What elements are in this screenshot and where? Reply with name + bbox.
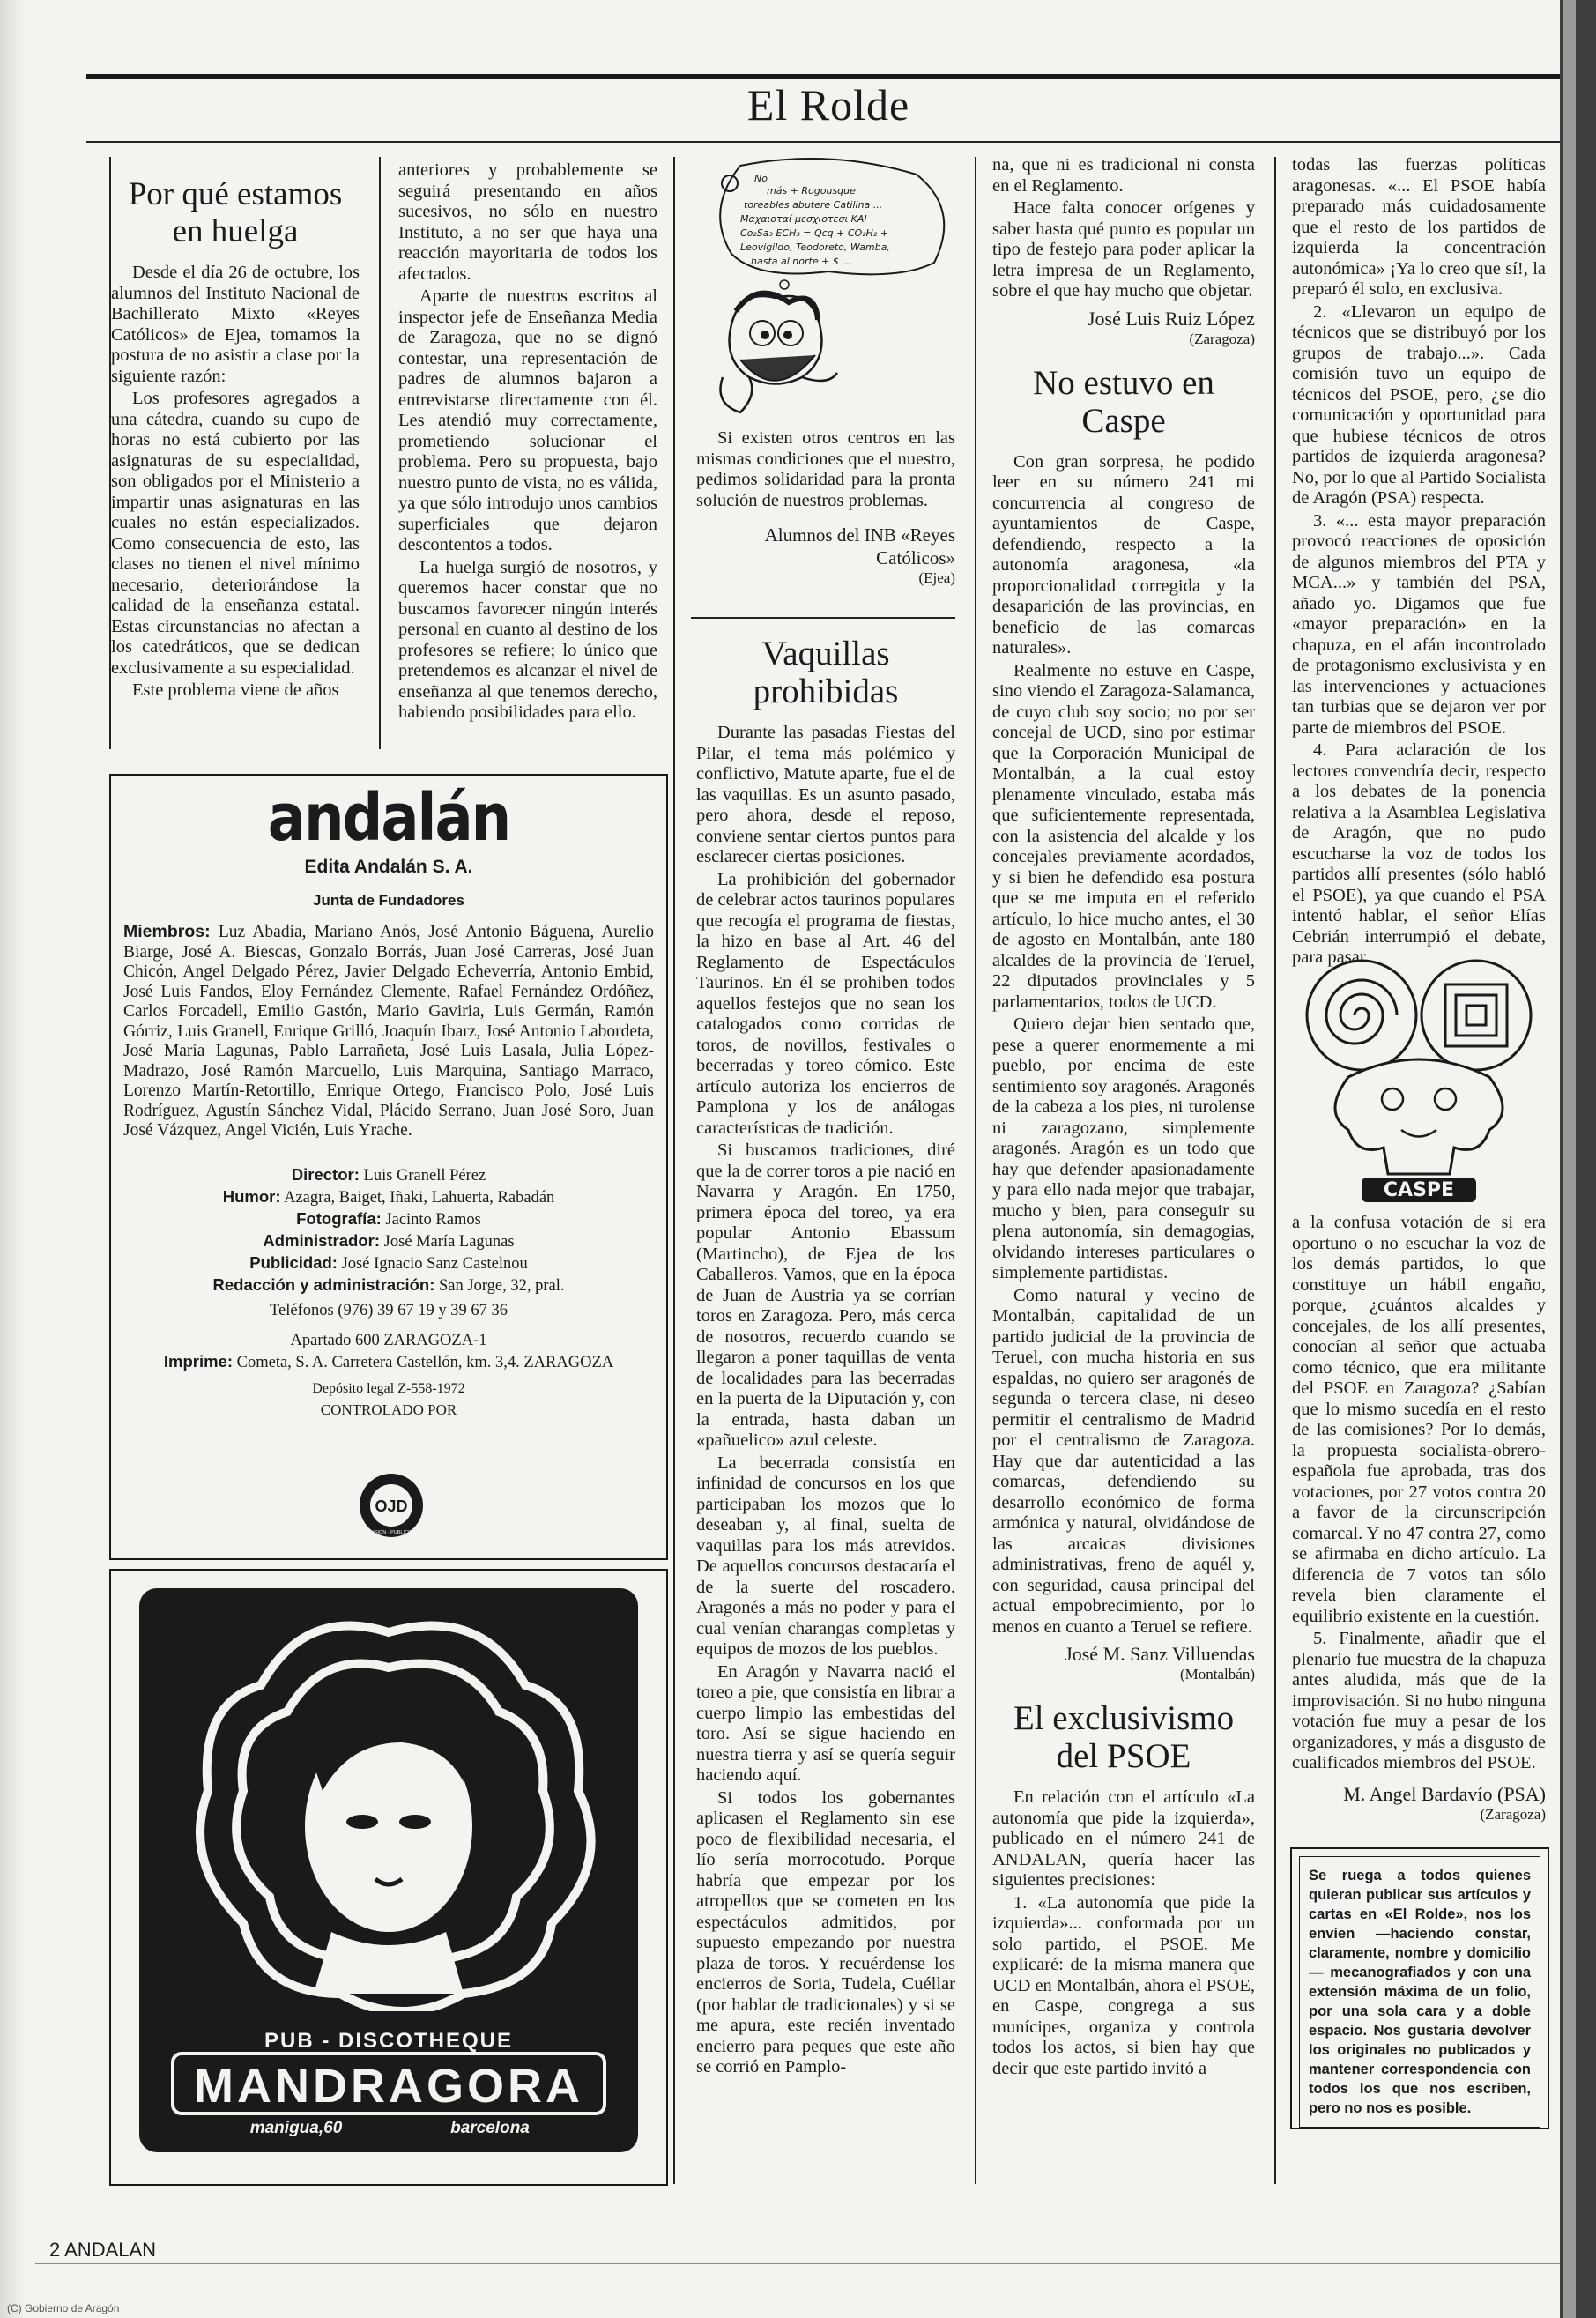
paragraph: a la confusa votación de si era oportuno o no escuchar la voz de los demás partidos, lo que constituye un hábil engaño, porque, ¿cuántos alcaldes y concejales, de los allí presentes, conocían al señor que actuaba como técnico, que era militante del PSOE en Zaragoza? ¿Sabían que lo mismo sucedía en el resto de las comisiones? Por lo demás, la propuesta socialista-obrero-española fue aprobada, tras dos votaciones, por 27 votos contra 20 a favor de la circunscripción comarcal. Y no 47 contra 27, como se afirmaba en dicho artículo. La diferencia de 7 votos tan sólo revela bien claramente el equilibrio existente en la cuestión. <box>1292 1213 1546 1626</box>
page-edge <box>1560 0 1596 2318</box>
column-5 <box>1292 155 1546 970</box>
controlado-por: CONTROLADO POR <box>320 1400 457 1418</box>
paragraph: En relación con el artículo «La autonomía que pide la izquierda», publicado en el número 241 de ANDALAN, quería hacer las siguientes precisiones: <box>992 1787 1255 1890</box>
signature-ruiz: José Luis Ruiz López <box>1087 307 1255 330</box>
headline-huelga: Por qué estamos en huelga <box>128 176 343 249</box>
article-separator <box>691 617 955 619</box>
cartoon-caspe-caption: CASPE <box>1383 1179 1455 1201</box>
column-rule <box>1274 157 1276 2184</box>
headline-caspe: No estuvo en Caspe <box>1033 363 1214 440</box>
paragraph: Este problema viene de años <box>132 680 339 700</box>
masthead-members <box>111 922 666 1141</box>
paragraph: 5. Finalmente, añadir que el plenario fue muestra de la chapuza antes aludida, más que de la improvisación. Si no hubo ninguna votación fue muy a pesar de los organizadores, y más a disgusto de cualificados miembros del PSOE. <box>1292 1629 1546 1772</box>
headline-psoe: El exclusivismo del PSOE <box>1013 1699 1235 1775</box>
article-huelga-col3 <box>696 428 955 587</box>
masthead-staff <box>111 1164 666 1421</box>
title-rule <box>86 141 1560 143</box>
members-list: Luz Abadía, Mariano Anós, José Antonio Báguena, Aurelio Biarge, José A. Biescas, Gonzalo Borrás, Juan José Carreras, José Juan Chicón, Angel Delgado Pérez, Javier Delgado Echeverría, Antonio Embid, José Luis Fandos, Eloy Fernández Clemente, Rafael Fernández Ordóñez, Carlos Forcadell, Emilio Gastón, Mario Gaviria, Luis Germán, Ramón Górriz, Luis Granell, Enrique Grilló, Joaquín Ibarz, José Antonio Labordeta, José María Lagunas, Pablo Larrañeta, José Luis Lasala, Julia López-Madrazo, José Ramón Marcuello, Luis Marquina, Santiago Marraco, Lorenzo Martín-Retortillo, Enrique Ortego, Francisco Polo, José Luis Rodríguez, Agustín Sánchez Vidal, Plácido Serrano, Juan José Soro, Juan José Vázquez, Angel Vicién, Luis Yrache. <box>123 923 655 1140</box>
bottom-rule <box>35 2263 1560 2264</box>
page-shadow <box>0 0 26 2318</box>
submission-notice <box>1290 1847 1549 2129</box>
location-ejea: (Ejea) <box>918 569 955 586</box>
andalan-logo: andalán <box>267 781 510 857</box>
masthead-junta-title: Junta de Fundadores <box>313 892 464 909</box>
paragraph: La huelga surgió de nosotros, y queremos hacer constar que no buscamos favorecer ningún interés personal en cuanto al destino de los profesores se refiere; lo único que pretendemos es alcanzar el nivel de enseñanza al que tenemos derecho, habiendo posibilidades para ello. <box>398 557 657 722</box>
handwriting-line: más + Rogousque <box>767 185 856 197</box>
paragraph: Hace falta conocer orígenes y saber hasta qué punto es popular un tipo de festejo para poder aplicar la letra impresa de un Reglamento, sobre el que hay mucho que objetar. <box>992 198 1255 301</box>
paragraph: En Aragón y Navarra nació el toreo a pie, que consistía en librar a cuerpo limpio las embestidas del toro. Así se sigue haciendo en nuestra tierra y así se quería seguir haciendo aquí. <box>696 1661 955 1785</box>
masthead-box <box>109 774 668 1560</box>
signature-sanz: José M. Sanz Villuendas <box>1065 1643 1255 1665</box>
members-label: Miembros: <box>123 922 211 941</box>
paragraph: Los profesores agregados a una cátedra, cuando su cupo de horas no está cubierto por las asignaturas de su especialidad, son obligados por el Ministerio a impartir unas asignaturas en las cuales no están especializados. Como consecuencia de esto, las clases no tienen el nivel mínimo necesario, deteriorándose la calidad de la enseñanza estatal. Estas circunstancias no afectan a los catedráticos, que se dedican exclusivamente a su especialidad. <box>111 389 360 678</box>
apartado: Apartado 600 ZARAGOZA-1 <box>290 1331 487 1349</box>
paragraph: 3. «... esta mayor preparación provocó reacciones de oposición de algunos miembros del PTA y MCA...» y también del PSA, añado yo. Digamos que fue «mayor preparación» en la chapuza, en el afán incontrolado de protagonismo exclusivista y en las intervenciones y actuaciones tan turbias que se dejaron ver por parte de miembros del PSOE. <box>1292 510 1546 738</box>
ojd-seal-text: OJD <box>375 1497 408 1515</box>
cartoon-caspe-illustration <box>1295 954 1542 1209</box>
paragraph: La prohibición del gobernador de celebrar actos taurinos populares que recogía el programa de fiestas, la hizo en base al Art. 46 del Reglamento de Espectáculos Taurinos. En él se prohiben todos aquellos festejos que no sean los catalogados como corridas de toros, de novillos, festivales o becerradas y toreo cómico. Este artículo autoriza los encierros de Pamplona y los de análogas características de tradición. <box>696 869 955 1138</box>
staff-line: Redacción y administración: San Jorge, 32, pral. <box>212 1274 565 1295</box>
paragraph: na, que ni es tradicional ni consta en el Reglamento. <box>992 155 1255 196</box>
paragraph: anteriores y probablemente se seguirá presentando en años sucesivos, no sólo en nuestro Instituto, a no ser que haya una reacción mayoritaria de todos los afectados. <box>398 160 657 284</box>
ad-city: barcelona <box>450 2119 530 2137</box>
article-huelga-col2 <box>398 160 657 725</box>
paragraph: Quiero dejar bien sentado que, pese a querer enormemente a mi pueblo, por encima de este sentimiento soy aragonés. Aragonés de la cabeza a los pies, ni turolense ni zaragozano, simplemente aragonés. Aragón es un todo que hay que defender apasionadamente y para ello nada mejor que trabajar, mucho y bien, para conseguir su plena autonomía, sin demagogias, olvidando intereses particulares o simplemente partidistas. <box>992 1014 1255 1282</box>
article-vaquillas-col3 <box>696 631 955 2080</box>
cartoon-caspe <box>1295 954 1542 1209</box>
paragraph: La becerrada consistía en infinidad de concursos en los que participaban los mozos que lo deseaban y, al final, suelta de vaquillas para los más atrevidos. De aquellos concursos destacaría el de la suerte del roscadero. Aragonés a más no poder y para el cual venían charangas completas y equipos de mozos de los pueblos. <box>696 1452 955 1659</box>
staff-line: Publicidad: José Ignacio Sanz Castelnou <box>249 1252 528 1273</box>
ojd-seal-ring: DIFUSION · PUBLICIDAD <box>362 1530 420 1535</box>
image-credit: (C) Gobierno de Aragón <box>7 2302 120 2314</box>
paragraph: Si buscamos tradiciones, diré que la de correr toros a pie nació en Navarra y Aragón. En 1750, primera época del toreo, ya era popular Antonio Ebassum (Martincho), de Ejea de los Caballeros. Vamos, que en la época de Juan de Austria ya se corrían toros en Zaragoza. Pero, más cerca de nosotros, recuerdo cuando se llegaron a poner taquillas de venta de localidades para las becerradas en la puerta de la Diputación y, con la entrada, hasta daban un «pañuelico» azul celeste. <box>696 1140 955 1450</box>
handwriting-line: No <box>754 173 768 184</box>
signature-bardavio: M. Angel Bardavío (PSA) <box>1343 1782 1546 1805</box>
paragraph: Si existen otros centros en las mismas condiciones que el nuestro, pedimos solidaridad para la pronta solución de nuestros problemas. <box>696 428 955 510</box>
ad-brand: MANDRAGORA <box>194 2060 583 2113</box>
paragraph: 2. «Llevaron un equipo de técnicos que se distribuyó por los grupos de trabajo...». Cada comisión tuvo un equipo de técnicos del PSOE, pero, ¿se dio comunicación y oportunidad para que hubiese técnicos de otros partidos de izquierda aragonesa? No, por lo que al Partido Socialista de Aragón (PSA) respecta. <box>1292 301 1546 508</box>
staff-line: Fotografía: Jacinto Ramos <box>296 1208 481 1229</box>
page-folio: 2 ANDALAN <box>49 2239 157 2261</box>
column-rule <box>109 157 111 749</box>
paragraph: Si todos los gobernantes aplicasen el Reglamento sin ese poco de flexibilidad necesaria, el lío sería morrocotudo. Porque habría que empezar por los atropellos que se cometen en los espectáculos admitidos, por supuesto empezando por nuestra plaza de toros. Y recuérdense los encierros de Soria, Tudela, Cuéllar (por hablar de tradicionales) y si se me apura, este recién inventado encierro para peques que este año se corrió en Pamplo- <box>696 1787 955 2077</box>
column-4 <box>992 155 1255 2081</box>
paragraph: todas las fuerzas políticas aragonesas. «... El PSOE había preparado más cuidadosamente que el resto de los partidos de izquierda la concentración autonómica» ¡Ya lo creo que sí!, la preparó él solo, en exclusiva. <box>1292 155 1546 299</box>
imprime-line: Imprime: Cometa, S. A. Carretera Castellón, km. 3,4. ZARAGOZA <box>163 1351 614 1371</box>
column-5b <box>1292 1213 1546 1824</box>
section-title: El Rolde <box>746 80 910 130</box>
staff-line: Humor: Azagra, Baiget, Iñaki, Lahuerta, Rabadán <box>222 1186 555 1207</box>
handwriting-line: Leovigildo, Teodoreto, Wamba, <box>740 241 890 253</box>
ad-mandragora <box>109 1569 668 2186</box>
ojd-seal-icon <box>358 1472 425 1539</box>
staff-line: Administrador: José María Lagunas <box>263 1230 515 1251</box>
column-rule <box>673 157 675 2184</box>
telefonos: Teléfonos (976) 39 67 19 y 39 67 36 <box>269 1301 508 1319</box>
handwriting-line: hasta al norte + $ ... <box>751 256 851 267</box>
ad-headline: PUB - DISCOTHEQUE <box>264 2029 513 2053</box>
column-rule <box>379 157 381 749</box>
deposito-legal: Depósito legal Z-558-1972 <box>312 1380 465 1396</box>
ad-address: manigua,60 <box>249 2119 343 2137</box>
column-rule <box>975 157 976 2184</box>
paragraph: Con gran sorpresa, he podido leer en su número 241 mi concurrencia al congreso de ayuntamientos de Caspe, defendiendo, respecto a la autonomía aragonesa, «la proporcionalidad corregida y la desaparición de las provincias, en beneficio de las comarcas naturales». <box>992 451 1255 658</box>
paragraph: Durante las pasadas Fiestas del Pilar, el tema más polémico y conflictivo, Matute aparte, fue el de las vaquillas. Es un asunto pasado, pero ahora, desde el reposo, conviene sentar ciertos puntos para esclarecer ciertas posiciones. <box>696 723 955 866</box>
location-zaragoza-2: (Zaragoza) <box>1480 1805 1546 1823</box>
paragraph: Realmente no estuve en Caspe, sino viendo el Zaragoza-Salamanca, de cuyo club soy socio; no por ser concejal de UCD, sino por estimar que la Corporación Municipal de Montalbán, a la cual estoy plenamente vinculado, estaba más que suficientemente representada, con la asistencia del alcalde y los concejales previamente acordados, y si bien he defendido esa postura que se me imputa en el referido artículo, lo hice mucho antes, el 30 de agosto en Montalbán, ante 180 alcaldes de la provincia de Teruel, 22 diputados provinciales y 5 parlamentarios, todos de UCD. <box>992 660 1255 1012</box>
cartoon-thinker-illustration <box>705 157 952 421</box>
handwriting-line: toreables abutere Catilina ... <box>744 199 883 211</box>
paragraph: Desde el día 26 de octubre, los alumnos del Instituto Nacional de Bachillerato Mixto «Reyes Católicos» de Ejea, tomamos la postura de no asistir a clase por la siguiente razón: <box>111 263 360 386</box>
masthead-publisher: Edita Andalán S. A. <box>304 857 473 877</box>
paragraph: Aparte de nuestros escritos al inspector jefe de Enseñanza Media de Zaragoza, que no se dignó contestar, una representación de padres de alumnos bajaron a entrevistarse directamente con él. Les atendió muy correctamente, prometiendo solucionar el problema. Pero su propuesta, bajo nuestro punto de vista, no es válida, ya que sólo introdujo unos cambios superficiales que dejaron descontentos a todos. <box>398 286 657 554</box>
headline-vaquillas: Vaquillas prohibidas <box>753 635 899 710</box>
location-montalban: (Montalbán) <box>1180 1666 1255 1683</box>
handwriting-line: Μαχαιοταί μεσχιοτεσι ΚΑΙ <box>740 213 867 225</box>
location-zaragoza: (Zaragoza) <box>1189 330 1255 347</box>
staff-line: Director: Luis Granell Pérez <box>291 1164 486 1185</box>
paragraph: 4. Para aclaración de los lectores convendría decir, respecto a los debates de la ponencia relativa a la Asamblea Legislativa de Aragón, que no pudo escucharse la voz de todos los partidos allí presentes (sólo habló el PSOE), ya que cuando el PSA intentó hablar, el señor Elías Cebrián interrumpió el debate, para pasar <box>1292 740 1546 967</box>
cartoon-thinker <box>705 157 952 421</box>
submission-notice-text: Se ruega a todos quienes quieran publicar sus artículos y cartas en «El Rolde», nos los envíen —haciendo constar, claramente, nombre y domicilio— mecanografiados y con una extensión máxima de un folio, por una sola cara y a doble espacio. Nos gustaría devolver los originales no publicados y mantener correspondencia con todos los que nos escriben, pero no nos es posible. <box>1299 1856 1540 2128</box>
article-huelga-col1 <box>111 173 360 703</box>
handwriting-line: Co₂Sa₃ ECH₃ = Qcq + CO₂H₂ + <box>740 227 889 239</box>
signature-alumnos: Alumnos del INB «Reyes Católicos» <box>764 524 955 568</box>
ojd-seal <box>358 1472 425 1539</box>
paragraph: 1. «La autonomía que pide la izquierda»... conformada por un solo partido, el PSOE. Me explicaré: de la misma manera que UCD en Montalbán, ahora el PSOE, en Caspe, congrega a sus munícipes, organiza y controla todos los actos, si bien hay que decir que este partido invitó a <box>992 1892 1255 2078</box>
paragraph: Como natural y vecino de Montalbán, capitalidad de un partido judicial de la provincia de Teruel, con mucha historia en sus espaldas, no quiero ser aragonés de segunda o tercera clase, ni deseo permitir el centralismo de Madrid por el centralismo de Zaragoza. Hay que dar autenticidad a las comarcas, defendiendo su desarrollo económico de forma armónica y natural, olvidándose de las arcaicas divisiones administrativas, freno de aquél y, con seguridad, causa principal del actual empobrecimiento, por lo menos en cuanto a Teruel se refiere. <box>992 1285 1255 1637</box>
